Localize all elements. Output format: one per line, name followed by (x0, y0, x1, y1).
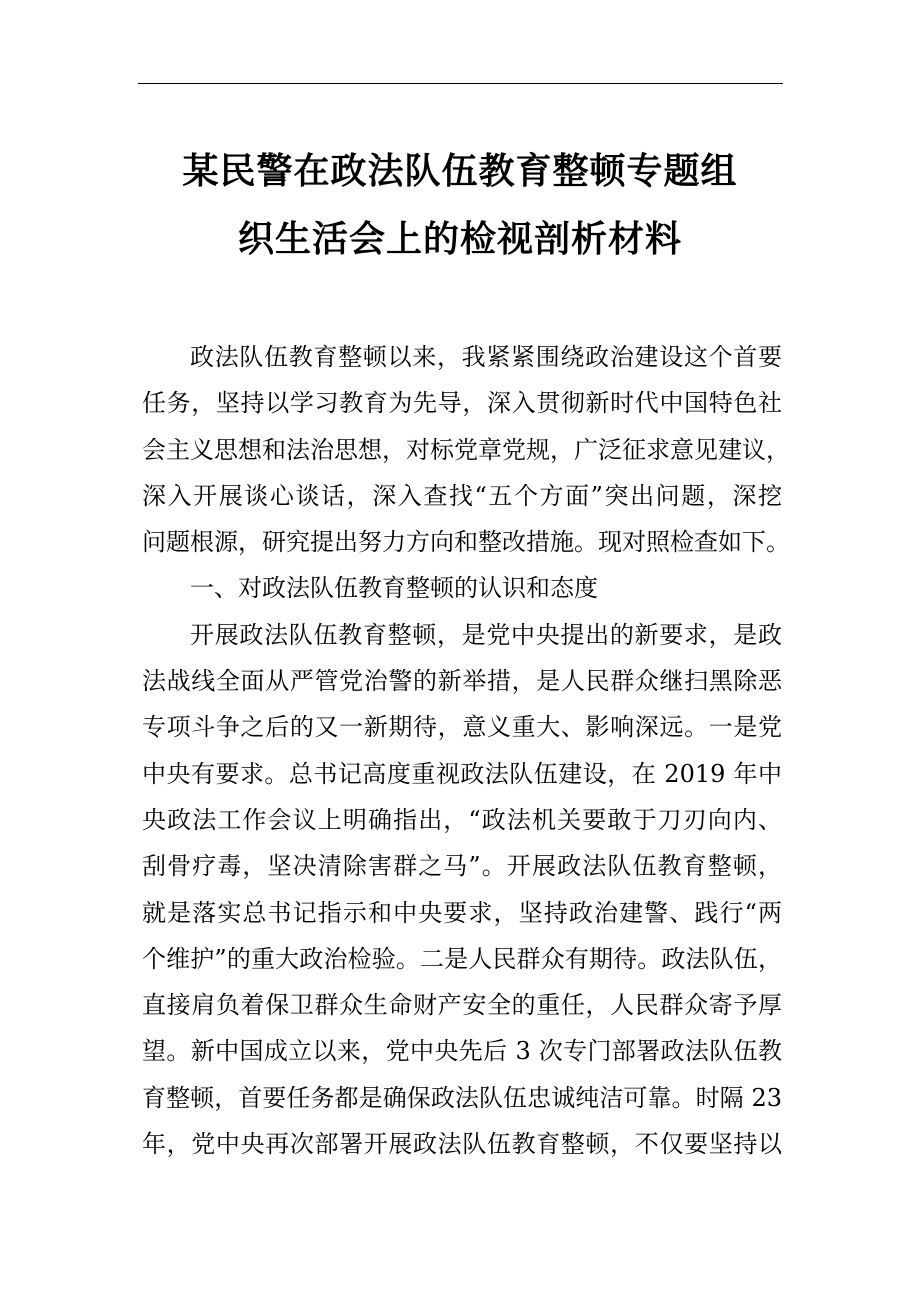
text-line: 个维护”的重大政治检验。二是人民群众有期待。政法队伍， (142, 944, 782, 973)
text-line: 深入开展谈心谈话，深入查找“五个方面”突出问题，深挖 (142, 481, 782, 510)
text-line: 就是落实总书记指示和中央要求，坚持政治建警、践行“两 (142, 898, 782, 927)
text-line: 开展政法队伍教育整顿，是党中央提出的新要求，是政 (190, 620, 782, 649)
text-line: 央政法工作会议上明确指出，“政法机关要敢于刀刃向内、 (142, 805, 782, 834)
header-rule (138, 83, 783, 84)
paragraph-intro (142, 334, 790, 565)
paragraph-section-1 (142, 612, 782, 1168)
text-line: 任务，坚持以学习教育为先导，深入贯彻新时代中国特色社 (142, 389, 782, 418)
text-line: 会主义思想和法治思想，对标党章党规，广泛征求意见建议， (142, 435, 790, 464)
text-line: 年，党中央再次部署开展政法队伍教育整顿，不仅要坚持以 (142, 1130, 782, 1159)
title-line-1: 某民警在政法队伍教育整顿专题组 (182, 151, 738, 192)
text-line: 政法队伍教育整顿以来，我紧紧围绕政治建设这个首要 (190, 343, 782, 371)
text-line: 问题根源，研究提出努力方向和整改措施。现对照检查如下。 (142, 528, 790, 557)
document-title (150, 138, 770, 274)
text-line: 法战线全面从严管党治警的新举措，是人民群众继扫黑除恶 (142, 667, 782, 696)
text-line: 望。新中国成立以来，党中央先后 3 次专门部署政法队伍教 (142, 1037, 782, 1066)
text-line: 刮骨疗毒，坚决清除害群之马”。开展政法队伍教育整顿， (142, 852, 782, 881)
text-line: 育整顿，首要任务都是确保政法队伍忠诚纯洁可靠。时隔 23 (142, 1083, 782, 1112)
document-body (142, 334, 790, 1167)
section-heading (142, 565, 782, 611)
text-line: 中央有要求。总书记高度重视政法队伍建设，在 2019 年中 (142, 759, 782, 788)
text-line: 直接肩负着保卫群众生命财产安全的重任，人民群众寄予厚 (142, 991, 782, 1020)
title-line-2: 织生活会上的检视剖析材料 (237, 219, 682, 260)
section-heading-text: 一、对政法队伍教育整顿的认识和态度 (190, 574, 598, 603)
text-line: 专项斗争之后的又一新期待，意义重大、影响深远。一是党 (142, 713, 782, 742)
